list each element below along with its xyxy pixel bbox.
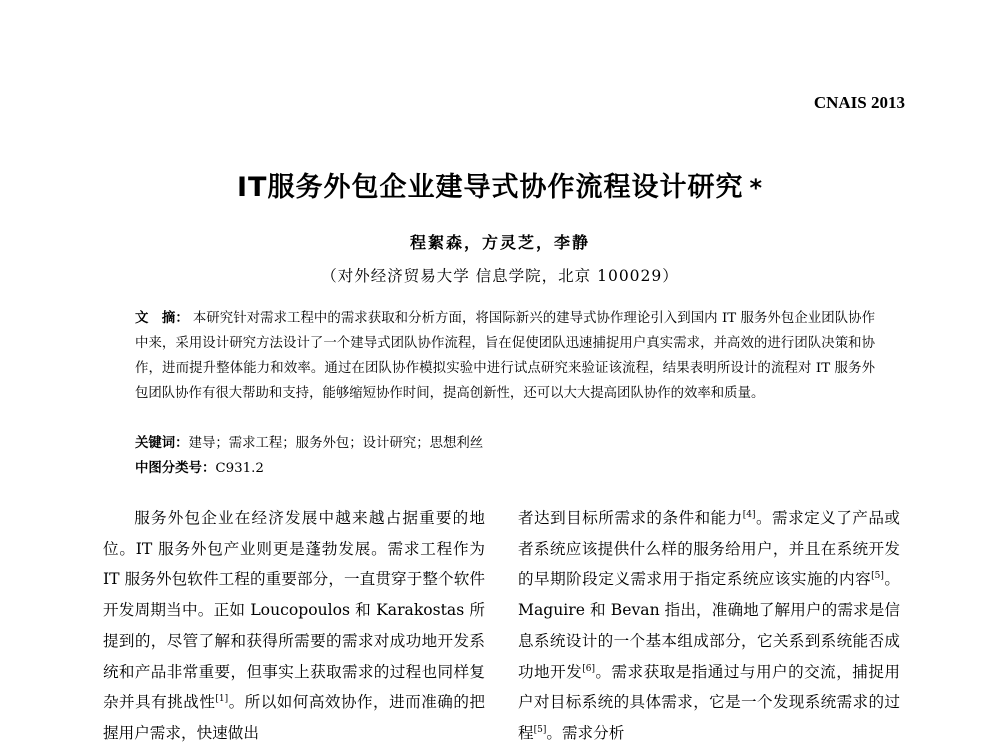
paper-title-text: IT服务外包企业建导式协作流程设计研究 (236, 172, 744, 203)
clc-text: C931.2 (215, 461, 264, 476)
citation: [6] (582, 663, 595, 674)
body-paragraph (518, 503, 900, 749)
citation: [4] (742, 509, 756, 520)
citation: [5] (871, 571, 884, 582)
conference-label: CNAIS 2013 (813, 93, 905, 112)
clc-label: 中图分类号： (135, 460, 216, 476)
title-footnote-mark: * (749, 174, 764, 202)
keywords-label: 关键词： (135, 435, 189, 451)
body-text: 。需求分析 (546, 723, 625, 742)
abstract (135, 306, 875, 406)
affiliation: （对外经济贸易大学 信息学院，北京 100029） (321, 267, 679, 285)
body-text: 。需求定义了产品或者系统应该提供什么样的服务给用户，并且在系统开发的早期阶段定义需求用于指定系统应该实施的内容 (518, 509, 900, 589)
keywords (135, 431, 875, 456)
author-list: 程絮森，方灵芝，李静 (409, 233, 590, 252)
body-text: 。需求获取是指通过与用户的交流，捕捉用户对目标系统的具体需求，它是一个发现系统需求的过程 (518, 662, 900, 742)
body-column-right (518, 503, 900, 749)
body-text: 服务外包企业在经济发展中越来越占据重要的地位。IT 服务外包产业则更是蓬勃发展。需求工程作为 IT 服务外包软件工程的重要部分，一直贯穿于整个软件开发周期当中。正如 Loucopoulos 和 Karakostas 所提到的，尽管了解和获得所需要的需求对成功地开发系统和产品非常重要，但事实上获取需求的过程也同样复杂并具有挑战性 (103, 509, 485, 712)
citation: [5] (533, 724, 547, 735)
body-text: 。Maguire 和 Bevan 指出，准确地了解用户的需求是信息系统设计的一个基本组成部分，它关系到系统能否成功地开发 (518, 570, 900, 681)
abstract-label: 文 摘： (135, 310, 189, 326)
body-text: 者达到目标所需求的条件和能力 (518, 509, 743, 527)
body-paragraph (103, 503, 485, 749)
classification-number (135, 456, 875, 481)
keywords-text: 建导；需求工程；服务外包；设计研究；思想利丝 (188, 436, 484, 451)
abstract-text: 本研究针对需求工程中的需求获取和分析方面，将国际新兴的建导式协作理论引入到国内 IT 服务外包企业团队协作中来，采用设计研究方法设计了一个建导式团队协作流程，旨在促使团队迅速捕捉用户真实需求，并高效的进行团队决策和协作，进而提升整体能力和效率。通过在团队协作模拟实验中进行试点研究来验证该流程，结果表明所设计的流程对 IT 服务外包团队协作有很大帮助和支持，能够缩短协作时间，提高创新性，还可以大大提高团队协作的效率和质量。 (135, 311, 875, 401)
citation: [1] (215, 694, 229, 705)
body-column-left (103, 503, 485, 749)
paper-title (0, 165, 1000, 204)
body-text: 。所以如何高效协作，进而准确的把握用户需求，快速做出 (103, 693, 485, 742)
